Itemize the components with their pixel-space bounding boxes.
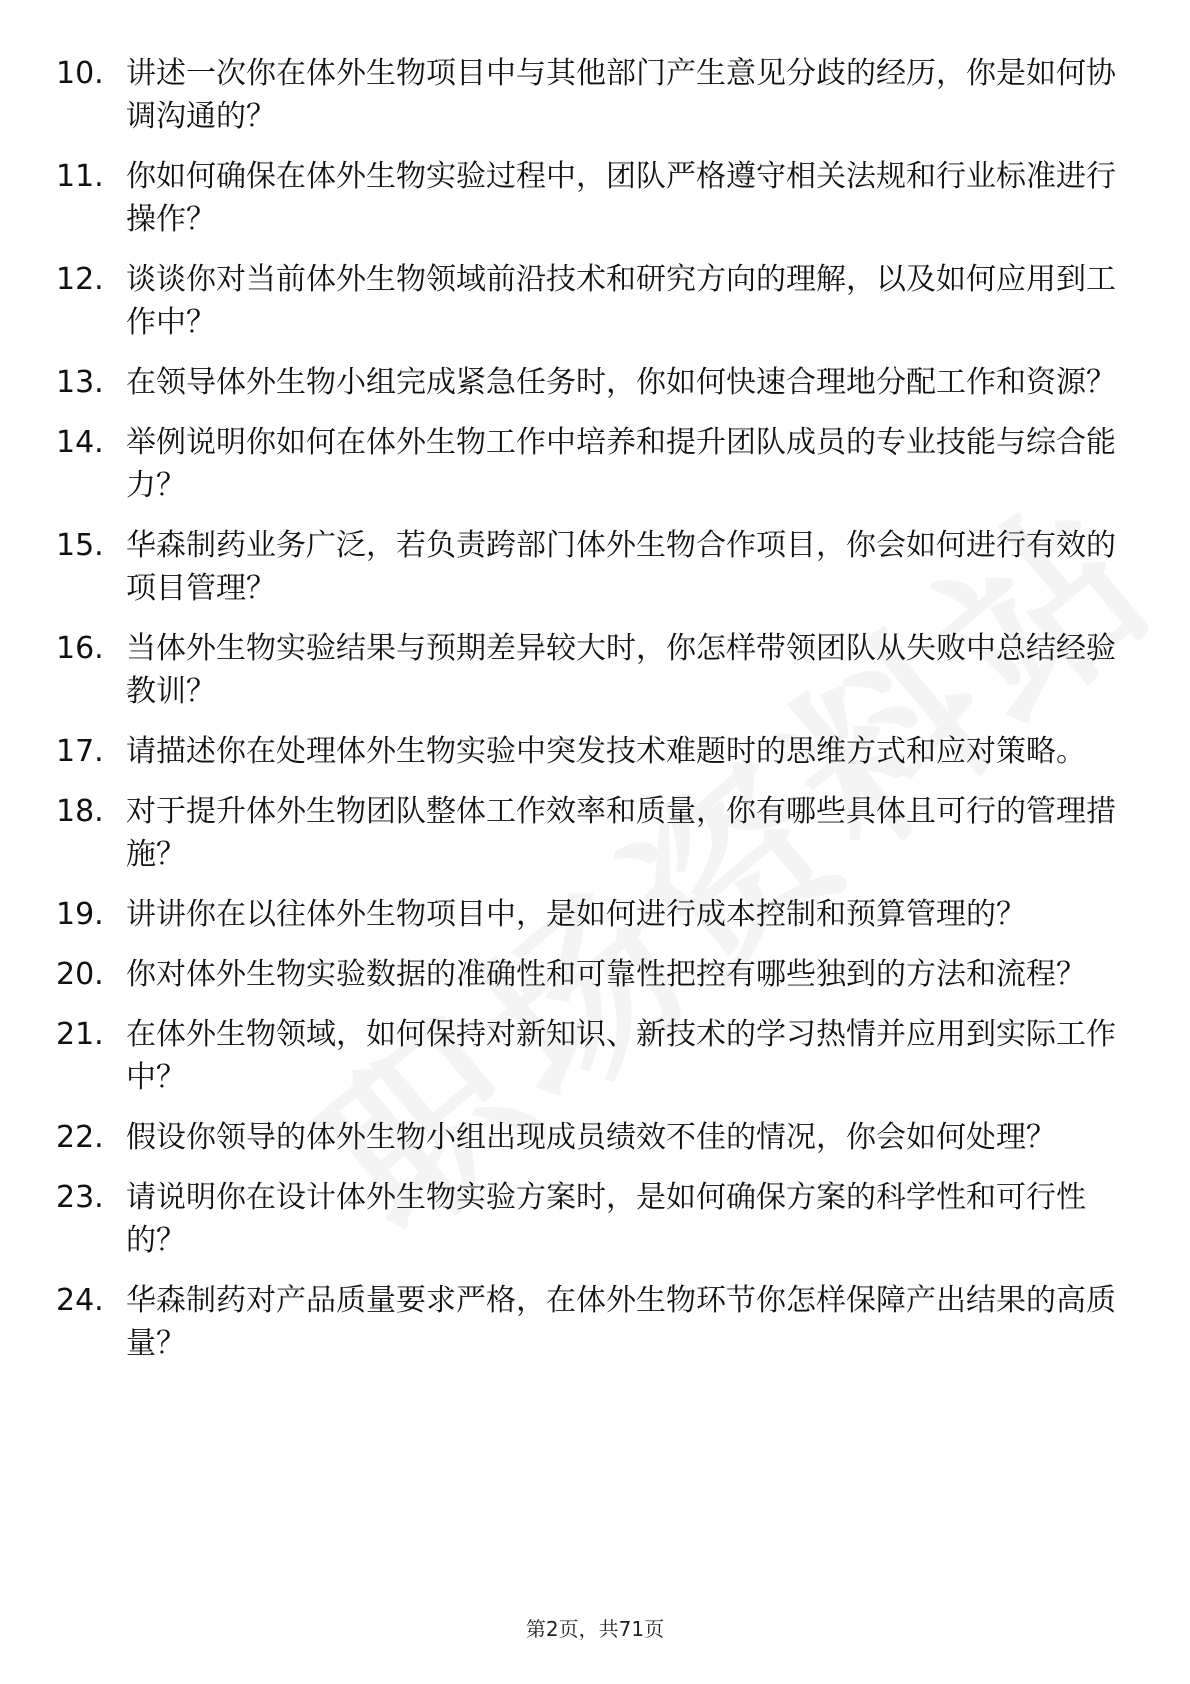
question-text: 请说明你在设计体外生物实验方案时，是如何确保方案的科学性和可行性的？ — [126, 1180, 1086, 1258]
question-number: 18. — [56, 794, 104, 829]
question-text: 谈谈你对当前体外生物领域前沿技术和研究方向的理解，以及如何应用到工作中？ — [126, 262, 1116, 340]
question-item — [56, 361, 1136, 404]
question-item — [56, 1279, 1136, 1365]
question-item — [56, 627, 1136, 713]
question-number: 21. — [56, 1017, 104, 1052]
question-item — [56, 52, 1136, 138]
question-text: 当体外生物实验结果与预期差异较大时，你怎样带领团队从失败中总结经验教训？ — [126, 631, 1116, 709]
question-item — [56, 524, 1136, 610]
question-text: 对于提升体外生物团队整体工作效率和质量，你有哪些具体且可行的管理措施？ — [126, 794, 1116, 872]
question-text: 在体外生物领域，如何保持对新知识、新技术的学习热情并应用到实际工作中？ — [126, 1017, 1116, 1095]
question-number: 20. — [56, 957, 104, 992]
question-text: 在领导体外生物小组完成紧急任务时，你如何快速合理地分配工作和资源？ — [126, 365, 1116, 400]
question-item — [56, 1176, 1136, 1262]
question-item — [56, 258, 1136, 344]
question-number: 22. — [56, 1120, 104, 1155]
question-list — [56, 52, 1136, 1382]
question-number: 16. — [56, 631, 104, 666]
question-number: 17. — [56, 734, 104, 769]
question-number: 10. — [56, 56, 104, 91]
question-text: 你对体外生物实验数据的准确性和可靠性把控有哪些独到的方法和流程？ — [126, 957, 1086, 992]
question-number: 24. — [56, 1283, 104, 1318]
question-item — [56, 953, 1136, 996]
page-footer — [0, 1613, 1190, 1642]
question-number: 14. — [56, 425, 104, 460]
question-number: 15. — [56, 528, 104, 563]
question-item — [56, 893, 1136, 936]
question-number: 23. — [56, 1180, 104, 1215]
question-item — [56, 790, 1136, 876]
question-text: 你如何确保在体外生物实验过程中，团队严格遵守相关法规和行业标准进行操作？ — [126, 159, 1116, 237]
question-item — [56, 730, 1136, 773]
question-item — [56, 1116, 1136, 1159]
question-number: 12. — [56, 262, 104, 297]
question-item — [56, 421, 1136, 507]
question-text: 举例说明你如何在体外生物工作中培养和提升团队成员的专业技能与综合能力？ — [126, 425, 1116, 503]
question-text: 华森制药对产品质量要求严格，在体外生物环节你怎样保障产出结果的高质量？ — [126, 1283, 1116, 1361]
question-text: 讲述一次你在体外生物项目中与其他部门产生意见分歧的经历，你是如何协调沟通的？ — [126, 56, 1116, 134]
question-item — [56, 155, 1136, 241]
question-number: 13. — [56, 365, 104, 400]
question-text: 华森制药业务广泛，若负责跨部门体外生物合作项目，你会如何进行有效的项目管理？ — [126, 528, 1116, 606]
question-item — [56, 1013, 1136, 1099]
question-number: 19. — [56, 897, 104, 932]
question-number: 11. — [56, 159, 104, 194]
question-text: 请描述你在处理体外生物实验中突发技术难题时的思维方式和应对策略。 — [126, 734, 1086, 769]
page-number-label: 第2页，共71页 — [525, 1617, 665, 1641]
question-text: 假设你领导的体外生物小组出现成员绩效不佳的情况，你会如何处理？ — [126, 1120, 1056, 1155]
question-text: 讲讲你在以往体外生物项目中，是如何进行成本控制和预算管理的？ — [126, 897, 1026, 932]
